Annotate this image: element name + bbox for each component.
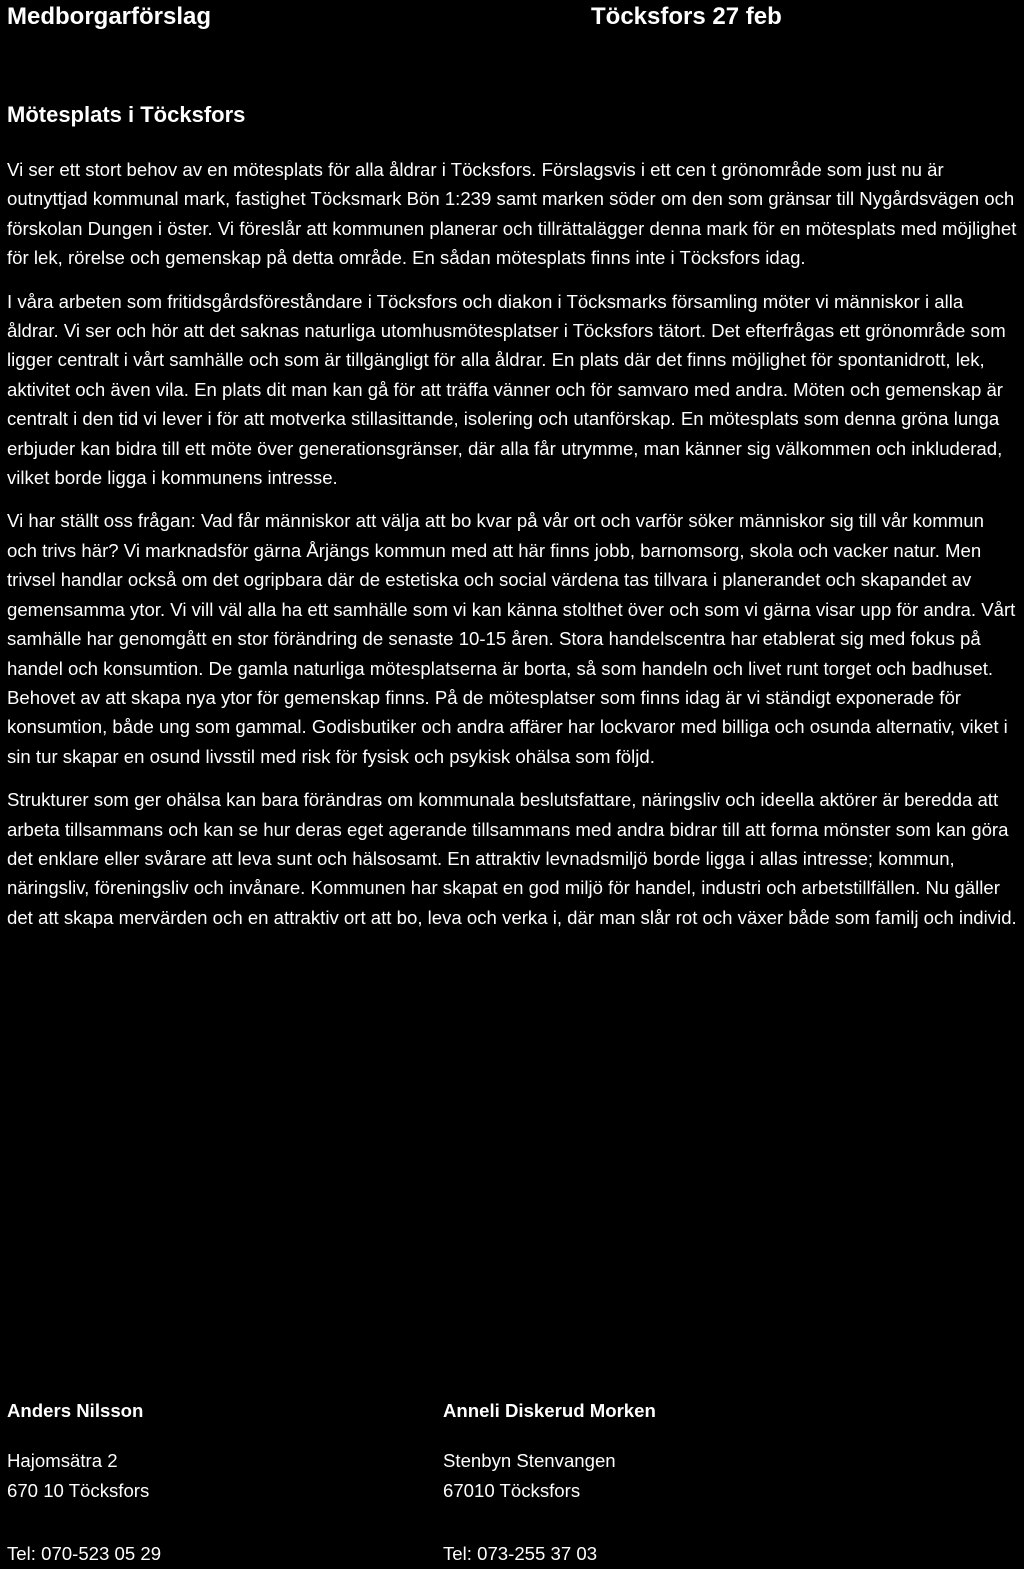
paragraph-2: I våra arbeten som fritidsgårdsföreståndare i Töcksfors och diakon i Töcksmarks församling möter vi människor i alla åldrar. Vi ser och hör att det saknas naturliga utomhusmötesplatser i Töcksfors tätort. Det efterfrågas ett grönområde som ligger centralt i vårt samhälle och som är tillgängligt för alla åldrar. En plats där det finns möjlighet för spontanidrott, lek, aktivitet och även vila. En plats dit man kan gå för att träffa vänner och för samvaro med andra. Möten och gemenskap är centralt i den tid vi lever i för att motverka stillasittande, isolering och utanförskap. En mötesplats som denna gröna lunga erbjuder kan bidra till ett möte över generationsgränser, där alla får utrymme, man känner sig välkommen och inkluderad, vilket borde ligga i kommunens intresse. [7,287,1019,493]
paragraph-1: Vi ser ett stort behov av en mötesplats för alla åldrar i Töcksfors. Förslagsvis i ett cen t grönområde som just nu är outnyttjad kommunal mark, fastighet Töcksmark Bön 1:239 samt marken söder om den som gränsar till Nygårdsvägen och förskolan Dungen i öster. Vi föreslår att kommunen planerar och tillrättalägger denna mark för en mötesplats med möjlighet för lek, rörelse och gemenskap på detta område. En sådan mötesplats finns inte i Töcksfors idag. [7,155,1019,273]
signer-postal: 670 10 Töcksfors [7,1476,161,1507]
document-title: Mötesplats i Töcksfors [7,102,245,128]
paragraph-4: Strukturer som ger ohälsa kan bara förändras om kommunala beslutsfattare, näringsliv och ideella aktörer är beredda att arbeta tillsammans och kan se hur deras eget agerande tillsammans med andra bidrar till att forma mönster som kan göra det enklare eller svårare att leva sunt och hälsosamt. En attraktiv levnadsmiljö borde ligga i allas intresse; kommun, näringsliv, föreningsliv och invånare. Kommunen har skapat en god miljö för handel, industri och arbetstillfällen. Nu gäller det att skapa mervärden och en attraktiv ort att bo, leva och verka i, där man slår rot och växer både som familj och individ. [7,785,1019,932]
document-type-label: Medborgarförslag [7,3,211,31]
paragraph-3: Vi har ställt oss frågan: Vad får människor att välja att bo kvar på vår ort och varför söker människor sig till vår kommun och trivs här? Vi marknadsför gärna Årjängs kommun med att här finns jobb, barnomsorg, skola och vacker natur. Men trivsel handlar också om det ogripbara där de estetiska och social värdena tas tillvara i planerandet och skapandet av gemensamma ytor. Vi vill väl alla ha ett samhälle som vi kan känna stolthet över och som vi gärna visar upp för andra. Vårt samhälle har genomgått en stor förändring de senaste 10-15 åren. Stora handelscentra har etablerat sig med fokus på handel och konsumtion. De gamla naturliga mötesplatserna är borta, så som handeln och livet runt torget och badhuset. Behovet av att skapa nya ytor för gemenskap finns. På de mötesplatser som finns idag är vi ständigt exponerade för konsumtion, både ung som gammal. Godisbutiker och andra affärer har lockvaror med billiga och osunda alternativ, viket i sin tur skapar en osund livsstil med risk för fysisk och psykisk ohälsa som följd. [7,506,1019,771]
signer-phone: Tel: 073-255 37 03 [443,1539,656,1569]
document-body [7,155,1019,946]
signer-street: Stenbyn Stenvangen [443,1446,656,1477]
place-date: Töcksfors 27 feb [591,3,782,31]
signer-name: Anneli Diskerud Morken [443,1396,656,1427]
signer-postal: 67010 Töcksfors [443,1476,656,1507]
signer-block-2 [443,1396,656,1569]
signer-block-1 [7,1396,161,1569]
signer-street: Hajomsätra 2 [7,1446,161,1477]
signer-name: Anders Nilsson [7,1396,161,1427]
signer-phone: Tel: 070-523 05 29 [7,1539,161,1569]
